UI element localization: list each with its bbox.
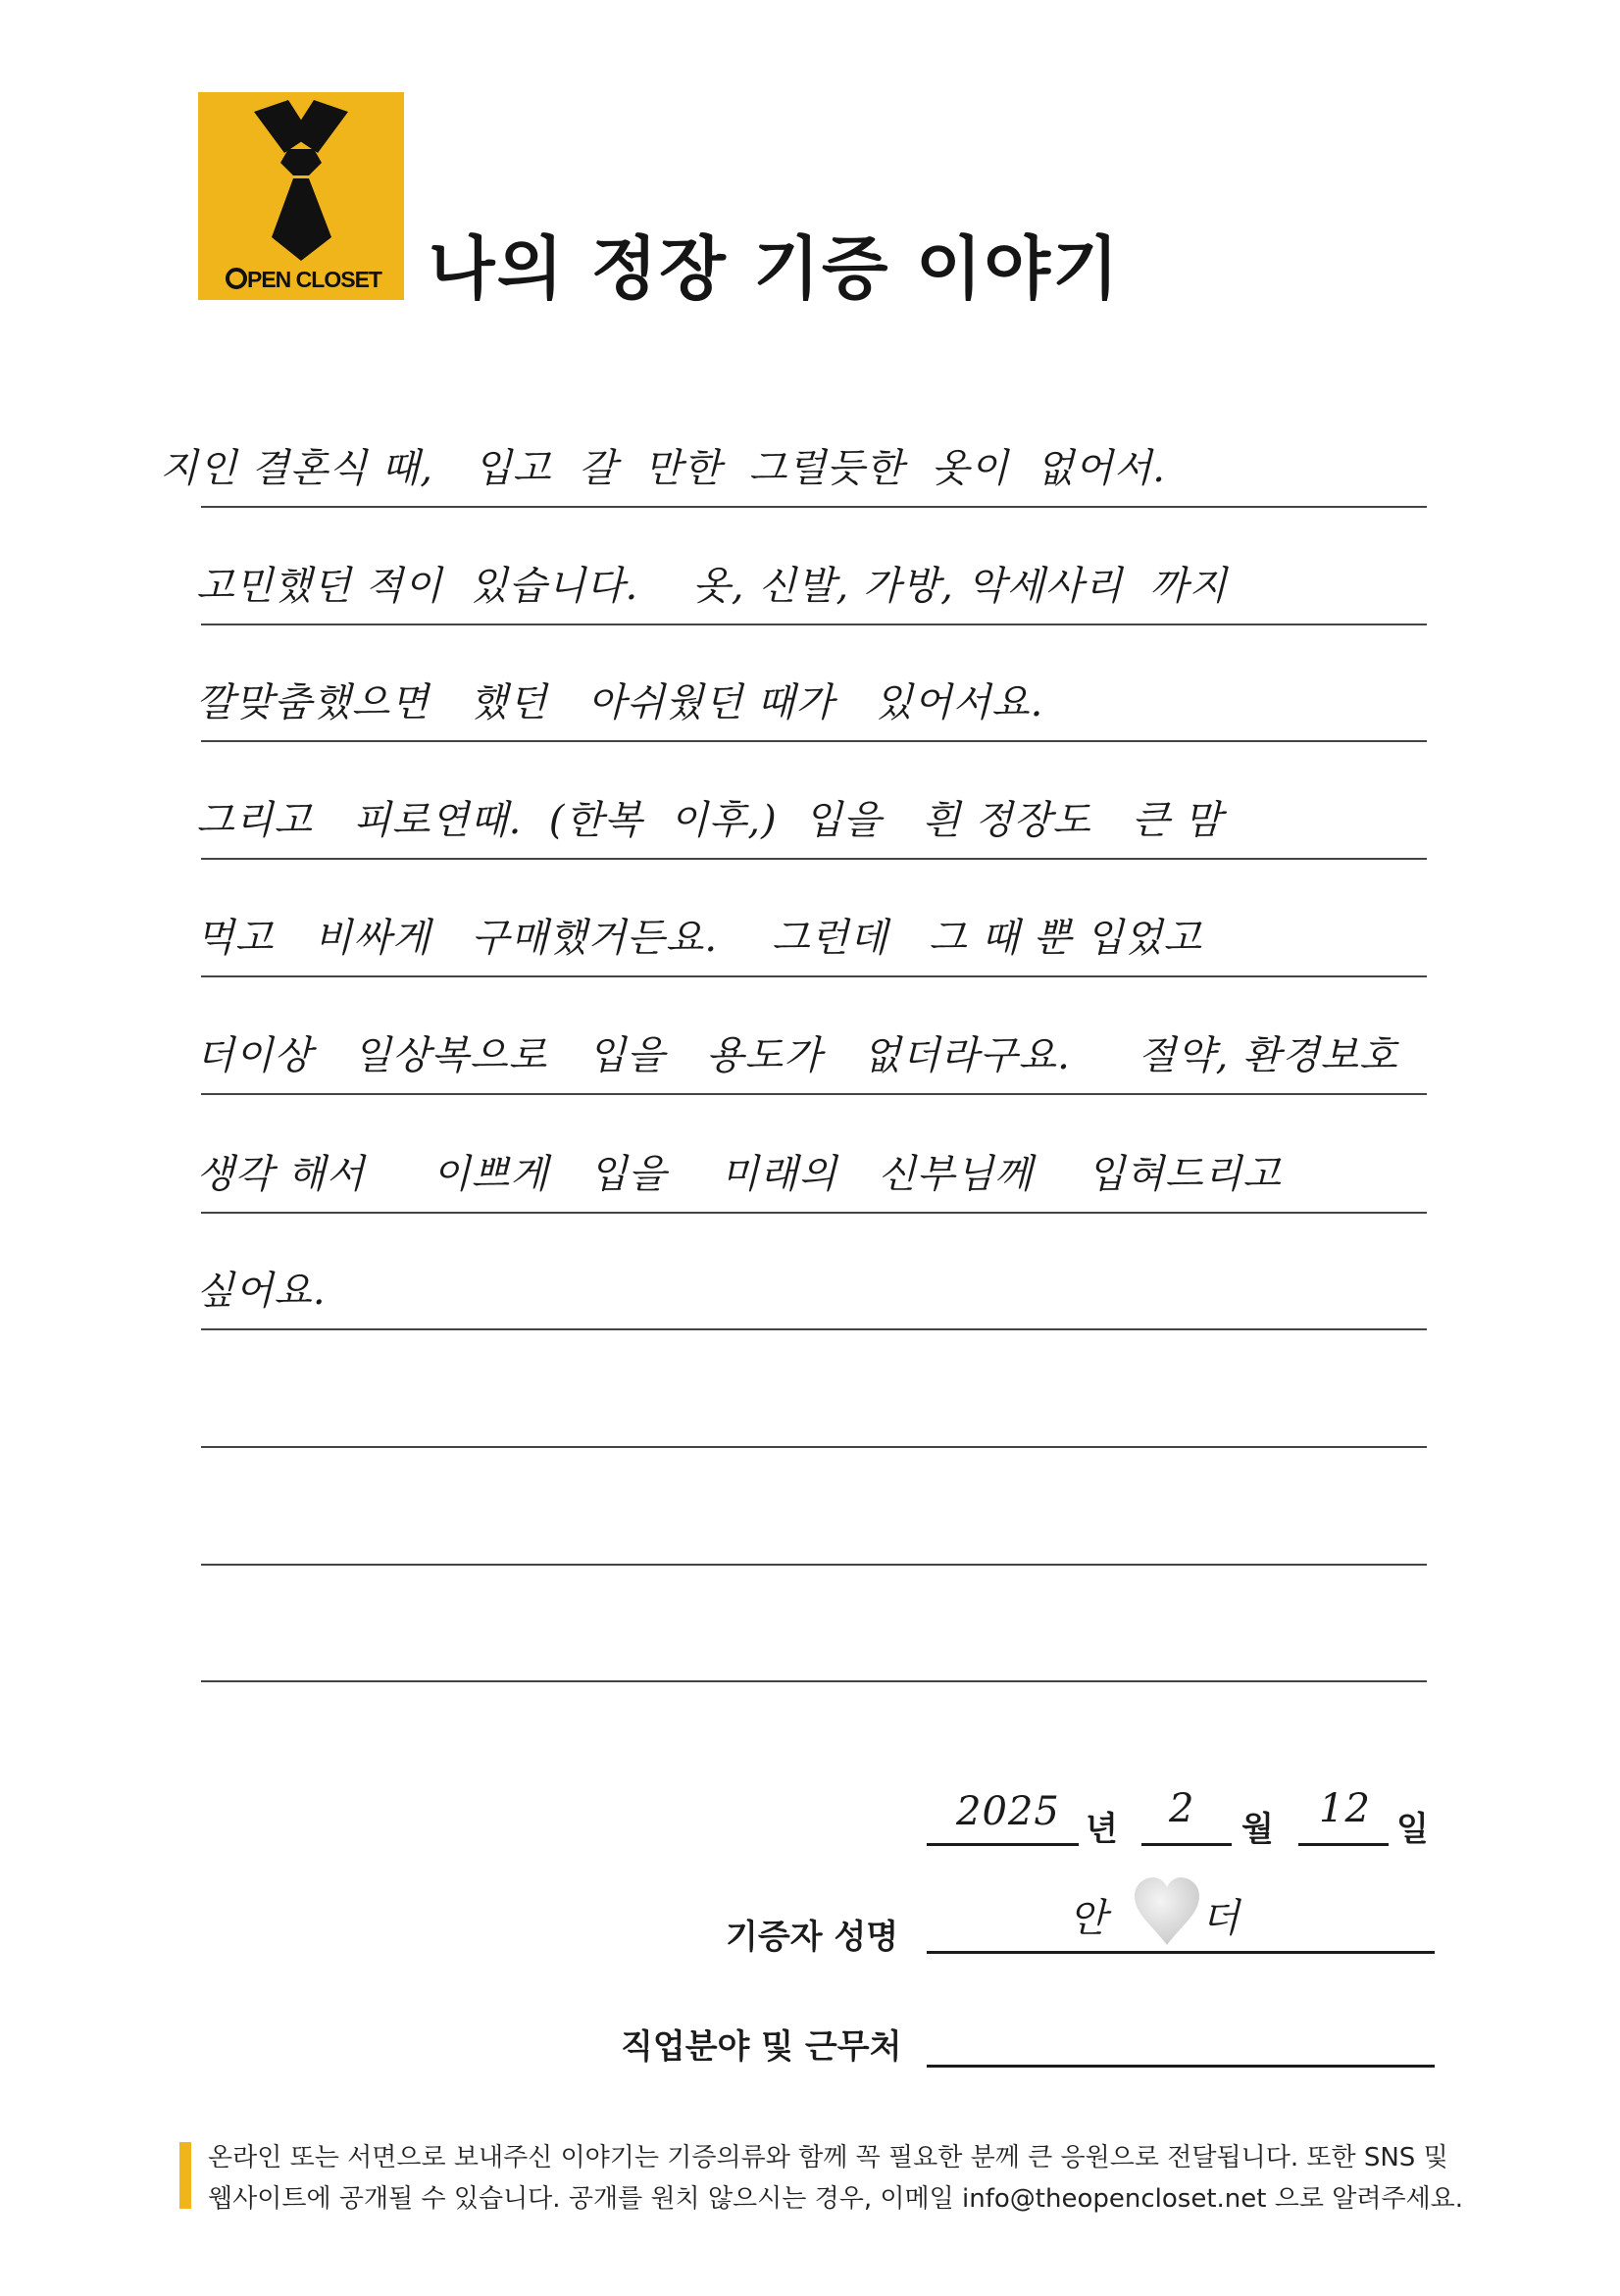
ruled-line	[201, 1212, 1427, 1214]
donor-name-end: 더	[1201, 1896, 1240, 1941]
ruled-line	[201, 740, 1427, 742]
date-month: 2	[1169, 1786, 1195, 1831]
heart-icon	[1133, 1876, 1201, 1947]
day-underline	[1298, 1843, 1389, 1846]
story-line-text: 먹고 비싸게 구매했거든요. 그런데 그 때 뿐 입었고	[196, 916, 1202, 961]
story-line-text: 더이상 일상복으로 입을 용도가 없더라구요. 절약, 환경보호	[196, 1033, 1398, 1078]
ruled-line	[201, 624, 1427, 625]
donor-name-label: 기증자 성명	[726, 1918, 899, 1957]
ruled-line	[201, 1446, 1427, 1448]
ruled-line	[201, 506, 1427, 508]
story-line-text: 깔맞춤했으면 했던 아쉬웠던 때가 있어서요.	[196, 680, 1044, 725]
donor-name-field[interactable]	[927, 1951, 1435, 1954]
ruled-line	[201, 1680, 1427, 1682]
tie-icon	[198, 92, 404, 300]
donor-name-start: 안	[1069, 1896, 1108, 1941]
date-day: 12	[1319, 1786, 1371, 1831]
year-underline	[927, 1843, 1079, 1846]
month-label: 월	[1241, 1810, 1274, 1849]
ruled-line	[201, 858, 1427, 860]
day-label: 일	[1396, 1810, 1429, 1849]
open-closet-logo	[198, 92, 404, 300]
footer-accent-bar	[179, 2142, 191, 2209]
year-label: 년	[1086, 1810, 1118, 1849]
ruled-line	[201, 1328, 1427, 1330]
occupation-label: 직업분야 및 근무처	[621, 2027, 902, 2067]
footer-line-1: 온라인 또는 서면으로 보내주신 이야기는 기증의류와 함께 꼭 필요한 분께 큰 응원으로 전달됩니다. 또한 SNS 및	[208, 2143, 1448, 2172]
date-year: 2025	[956, 1789, 1060, 1834]
month-underline	[1141, 1843, 1232, 1846]
footer-line-2: 웹사이트에 공개될 수 있습니다. 공개를 원치 않으시는 경우, 이메일 info@theopencloset.net 으로 알려주세요.	[208, 2184, 1464, 2214]
story-line-text: 생각 해서 이쁘게 입을 미래의 신부님께 입혀드리고	[196, 1152, 1282, 1197]
footer-notice	[208, 2137, 1463, 2220]
page-title: 나의 정장 기증 이야기	[429, 228, 1121, 309]
svg-text:PEN CLOSET: PEN CLOSET	[247, 267, 381, 292]
ruled-line	[201, 975, 1427, 977]
ruled-line	[201, 1564, 1427, 1566]
ruled-line	[201, 1093, 1427, 1095]
occupation-field[interactable]	[927, 2065, 1435, 2068]
story-line-text: 그리고 피로연때. (한복 이후,) 입을 흰 정장도 큰 맘	[196, 798, 1223, 843]
story-line-text: 지인 결혼식 때, 입고 갈 만한 그럴듯한 옷이 없어서.	[160, 446, 1166, 491]
story-line-text: 고민했던 적이 있습니다. 옷, 신발, 가방, 악세사리 까지	[196, 564, 1228, 609]
story-line-text: 싶어요.	[196, 1269, 327, 1314]
